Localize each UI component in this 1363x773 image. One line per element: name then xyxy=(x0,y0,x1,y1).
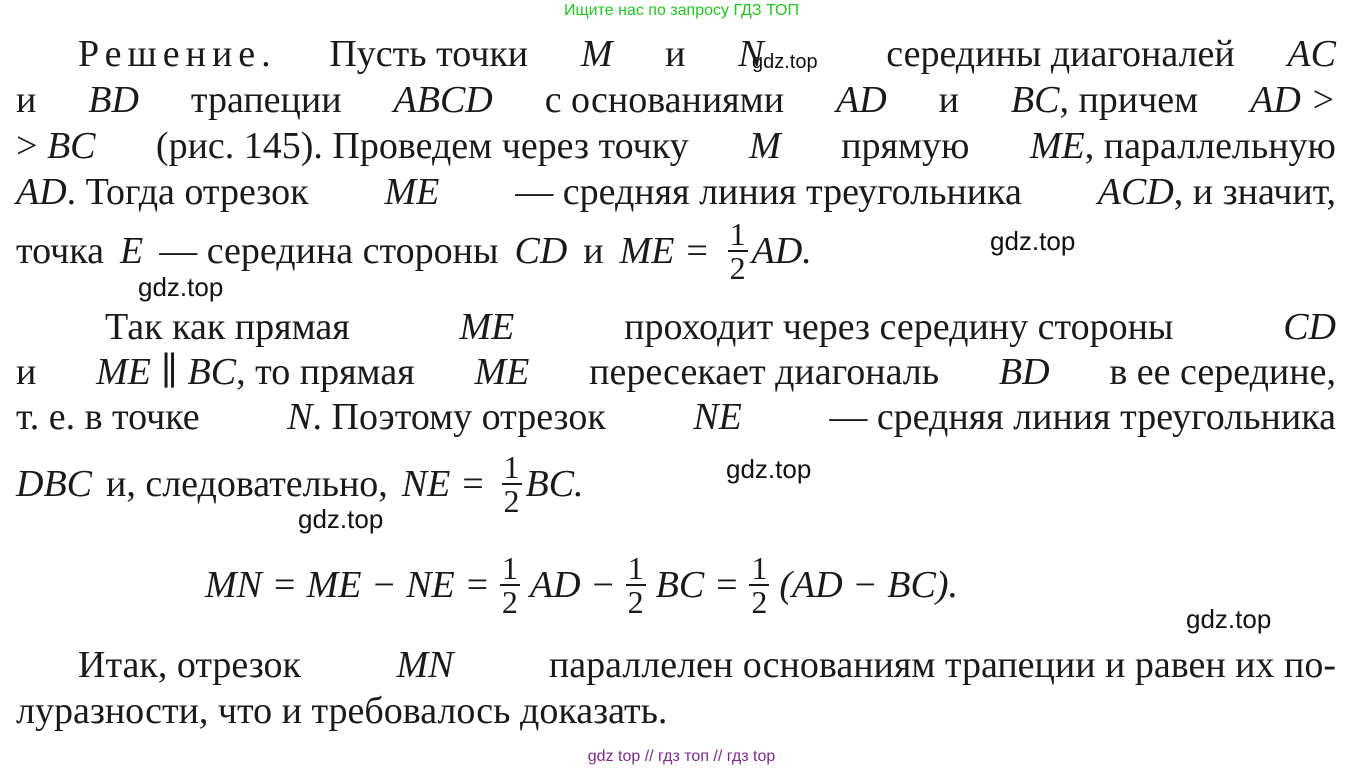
math-var: ME xyxy=(474,351,530,393)
text-span: — средняя линия треугольника xyxy=(829,396,1336,438)
fraction xyxy=(749,552,769,618)
formula-term: BC = xyxy=(655,564,740,606)
text-span: и xyxy=(938,79,959,121)
text-span: точка xyxy=(16,230,104,272)
fraction-numerator: 1 xyxy=(501,550,518,586)
fraction-denominator: 2 xyxy=(729,250,746,286)
math-var: ME xyxy=(459,306,515,348)
text-span: , и значит, xyxy=(1173,171,1336,213)
text-span: параллелен основаниям трапеции и равен их по- xyxy=(548,644,1336,686)
fraction xyxy=(500,552,520,618)
math-var: AC xyxy=(1287,33,1336,75)
text-span: и xyxy=(665,33,686,75)
fraction-denominator: 2 xyxy=(503,483,520,519)
p1-line-2 xyxy=(16,81,1336,119)
watermark: gdz.top xyxy=(990,226,1076,256)
text-span: и xyxy=(583,230,604,272)
math-var: ME ∥ BC xyxy=(96,351,237,393)
text-span: Так как прямая xyxy=(105,306,350,348)
text-span: пересекает диагональ xyxy=(589,351,940,393)
p3-line-1 xyxy=(78,646,1336,684)
math-var: AD xyxy=(16,171,67,213)
text-span: середины диагоналей xyxy=(886,33,1235,75)
math-var: AD. xyxy=(751,230,812,272)
math-var: M xyxy=(580,33,613,75)
math-var: MN xyxy=(396,644,454,686)
watermark: gdz.top xyxy=(726,454,812,484)
fraction xyxy=(626,552,646,618)
fraction-denominator: 2 xyxy=(501,584,518,620)
text-span: Итак, отрезок xyxy=(78,644,301,686)
text-span: и xyxy=(16,351,37,393)
p2-line-2 xyxy=(16,353,1336,391)
fraction xyxy=(502,451,522,517)
p1-line-3 xyxy=(16,127,1336,165)
watermark: gdz.top xyxy=(752,51,818,73)
text-span: и, следовательно, xyxy=(106,463,388,505)
p2-line-1 xyxy=(105,308,1336,346)
text-span: трапеции xyxy=(190,79,342,121)
math-var: ACD xyxy=(1097,171,1174,213)
formula-term: AD − xyxy=(529,564,616,606)
math-var: BC. xyxy=(525,463,584,505)
p3-line-2: луразности, что и требовалось доказать. xyxy=(16,690,668,732)
math-var: NE = xyxy=(401,463,486,505)
formula-lhs: MN = ME − NE = xyxy=(205,564,490,606)
math-var: ME = xyxy=(619,230,710,272)
math-var: BD xyxy=(998,351,1050,393)
math-var: BC xyxy=(1010,79,1060,121)
fraction-numerator: 1 xyxy=(503,449,520,485)
p1-line-5 xyxy=(16,218,812,284)
math-var: ABCD xyxy=(393,79,493,121)
text-span: , параллельную xyxy=(1084,125,1336,167)
text-span: , причем xyxy=(1059,79,1199,121)
fraction-numerator: 1 xyxy=(729,216,746,252)
fraction-denominator: 2 xyxy=(751,584,768,620)
text-span: (рис. 145). Проведем через точку xyxy=(155,125,689,167)
text-span: прямую xyxy=(841,125,970,167)
text-span: — середина стороны xyxy=(159,230,499,272)
text-span: Пусть точки xyxy=(329,33,529,75)
math-var: E xyxy=(120,230,144,272)
math-var: CD xyxy=(1283,306,1336,348)
fraction xyxy=(728,218,748,284)
text-span: — средняя линия треугольника xyxy=(515,171,1022,213)
math-var: BC xyxy=(46,125,96,167)
text-span: . Тогда отрезок xyxy=(66,171,309,213)
math-var: N xyxy=(738,33,764,75)
solution-label: Решение. xyxy=(78,33,277,75)
math-var: AD > xyxy=(1250,79,1336,121)
math-var: N xyxy=(287,396,313,438)
text-span: . Поэтому отрезок xyxy=(312,396,606,438)
math-var: BD xyxy=(88,79,139,121)
fraction-numerator: 1 xyxy=(627,550,644,586)
text-span: , то прямая xyxy=(236,351,415,393)
p1-line-1 xyxy=(78,35,1336,73)
p1-line-4 xyxy=(16,173,1336,211)
text-span: с основаниями xyxy=(544,79,785,121)
text-span: и xyxy=(16,79,37,121)
math-var: M xyxy=(749,125,781,167)
math-var: ME xyxy=(1029,125,1085,167)
text-span: в ее середине, xyxy=(1109,351,1336,393)
watermark: gdz.top xyxy=(138,272,224,302)
math-var: DBC xyxy=(16,463,92,505)
formula-term: (AD − BC). xyxy=(779,564,959,606)
math-var: ME xyxy=(384,171,440,213)
math-var: CD xyxy=(514,230,568,272)
math-var: AD xyxy=(836,79,887,121)
fraction-denominator: 2 xyxy=(627,584,644,620)
watermark: gdz.top xyxy=(298,504,384,534)
footer-links: gdz top // гдз топ // гдз top xyxy=(587,748,776,765)
text-span: т. е. в точке xyxy=(16,396,200,438)
search-hint-banner: Ищите нас по запросу ГДЗ ТОП xyxy=(564,2,799,19)
math-var: NE xyxy=(693,396,742,438)
watermark: gdz.top xyxy=(1186,604,1272,634)
fraction-numerator: 1 xyxy=(751,550,768,586)
p2-line-3 xyxy=(16,398,1336,436)
text-span: > xyxy=(16,125,47,167)
display-formula xyxy=(205,552,958,618)
text-span: проходит через середину стороны xyxy=(624,306,1174,348)
